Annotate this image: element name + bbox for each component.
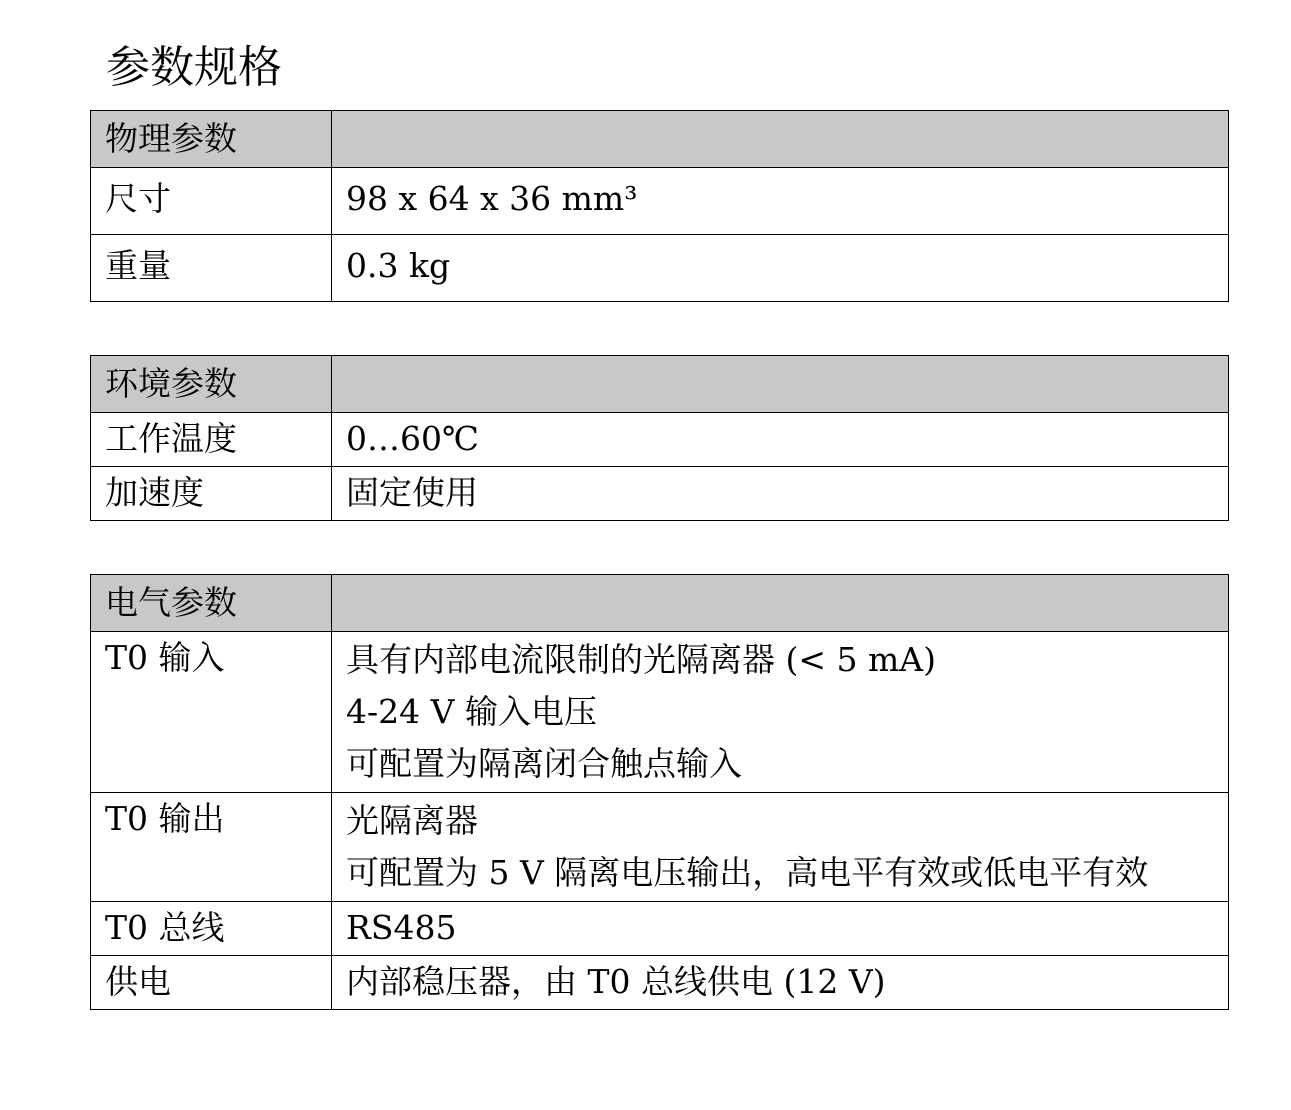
environment-parameters-table xyxy=(90,355,1229,521)
param-value-weight: 0.3 kg xyxy=(332,235,1229,302)
section-header: 电气参数 xyxy=(91,575,332,632)
param-label-size: 尺寸 xyxy=(91,168,332,235)
table-row xyxy=(91,632,1229,793)
param-label-t0-bus: T0 总线 xyxy=(91,902,332,956)
section-header-blank xyxy=(332,111,1229,168)
param-value-size: 98 x 64 x 36 mm³ xyxy=(332,168,1229,235)
value-line: 4-24 V 输入电压 xyxy=(346,692,597,731)
table-row xyxy=(91,467,1229,521)
value-line: RS485 xyxy=(346,908,457,947)
table-row xyxy=(91,235,1229,302)
physical-parameters-table xyxy=(90,110,1229,302)
param-label-weight: 重量 xyxy=(91,235,332,302)
table-header-row xyxy=(91,575,1229,632)
param-value-operating-temperature: 0…60℃ xyxy=(332,413,1229,467)
table-header-row xyxy=(91,356,1229,413)
value-line: 内部稳压器，由 T0 总线供电 (12 V) xyxy=(346,962,886,1001)
table-row xyxy=(91,956,1229,1010)
param-label-t0-output: T0 输出 xyxy=(91,793,332,902)
param-label-operating-temperature: 工作温度 xyxy=(91,413,332,467)
param-value-t0-input xyxy=(332,632,1229,793)
table-header-row xyxy=(91,111,1229,168)
value-line: 具有内部电流限制的光隔离器 (< 5 mA) xyxy=(346,640,936,679)
param-value-t0-output xyxy=(332,793,1229,902)
table-row xyxy=(91,793,1229,902)
section-header: 环境参数 xyxy=(91,356,332,413)
value-line: 可配置为 5 V 隔离电压输出，高电平有效或低电平有效 xyxy=(346,853,1149,892)
section-header-blank xyxy=(332,575,1229,632)
value-line: 光隔离器 xyxy=(346,801,478,840)
section-header: 物理参数 xyxy=(91,111,332,168)
section-header-blank xyxy=(332,356,1229,413)
param-label-t0-input: T0 输入 xyxy=(91,632,332,793)
param-value-t0-bus xyxy=(332,902,1229,956)
table-row xyxy=(91,168,1229,235)
param-label-power-supply: 供电 xyxy=(91,956,332,1010)
table-row xyxy=(91,902,1229,956)
param-label-acceleration: 加速度 xyxy=(91,467,332,521)
param-value-acceleration: 固定使用 xyxy=(332,467,1229,521)
electrical-parameters-table xyxy=(90,574,1229,1010)
table-row xyxy=(91,413,1229,467)
value-line: 可配置为隔离闭合触点输入 xyxy=(346,744,742,783)
param-value-power-supply xyxy=(332,956,1229,1010)
page-title: 参数规格 xyxy=(106,42,282,93)
